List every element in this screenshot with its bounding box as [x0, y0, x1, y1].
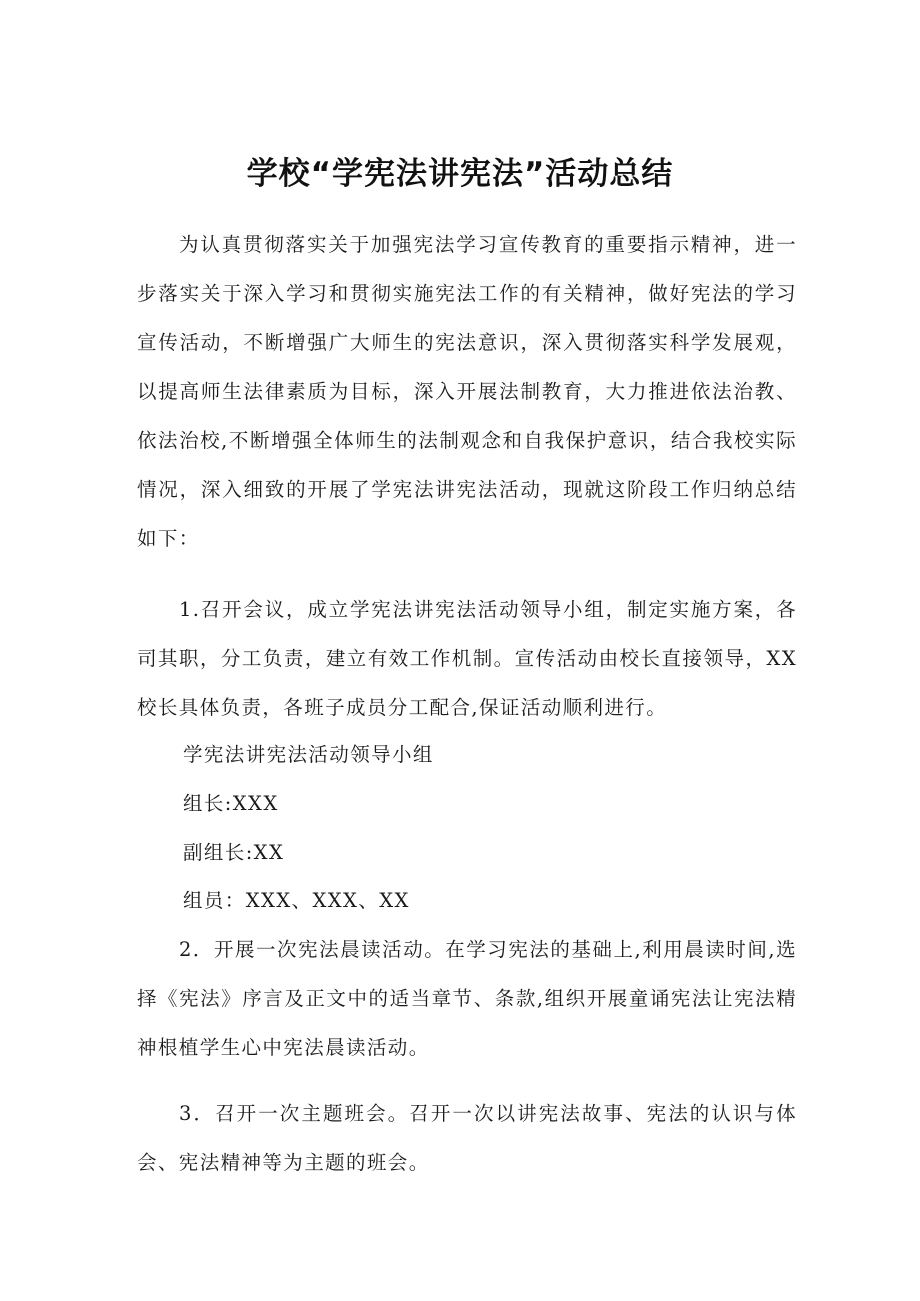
item-2-paragraph: 2．开展一次宪法晨读活动。在学习宪法的基础上,利用晨读时间,选择《宪法》序言及正文中的适当章节、条款,组织开展童诵宪法让宪法精神根植学生心中宪法晨读活动。 — [137, 938, 797, 1059]
document-title: 学校“学宪法讲宪法”活动总结 — [246, 156, 674, 192]
intro-paragraph: 为认真贯彻落实关于加强宪法学习宣传教育的重要指示精神，进一步落实关于深入学习和贯彻实施宪法工作的有关精神，做好宪法的学习宣传活动，不断增强广大师生的宪法意识，深入贯彻落实科学发展观，以提高师生法律素质为目标，深入开展法制教育，大力推进依法治教、依法治校,不断增强全体师生的法制观念和自我保护意识，结合我校实际情况，深入细致的开展了学宪法讲宪法活动，现就这阶段工作归纳总结如下： — [137, 233, 797, 550]
leadership-group-deputy: 副组长:XX — [183, 841, 285, 864]
leadership-group-members: 组员：XXX、XXX、XX — [183, 889, 410, 912]
item-1-paragraph: 1.召开会议，成立学宪法讲宪法活动领导小组，制定实施方案，各司其职，分工负责，建立有效工作机制。宣传活动由校长直接领导，XX校长具体负责，各班子成员分工配合,保证活动顺利进行。 — [137, 598, 797, 719]
leadership-group-leader: 组长:XXX — [183, 792, 279, 815]
item-3-paragraph: 3．召开一次主题班会。召开一次以讲宪法故事、宪法的认识与体会、宪法精神等为主题的班会。 — [137, 1102, 797, 1174]
leadership-group-heading: 学宪法讲宪法活动领导小组 — [183, 743, 434, 766]
